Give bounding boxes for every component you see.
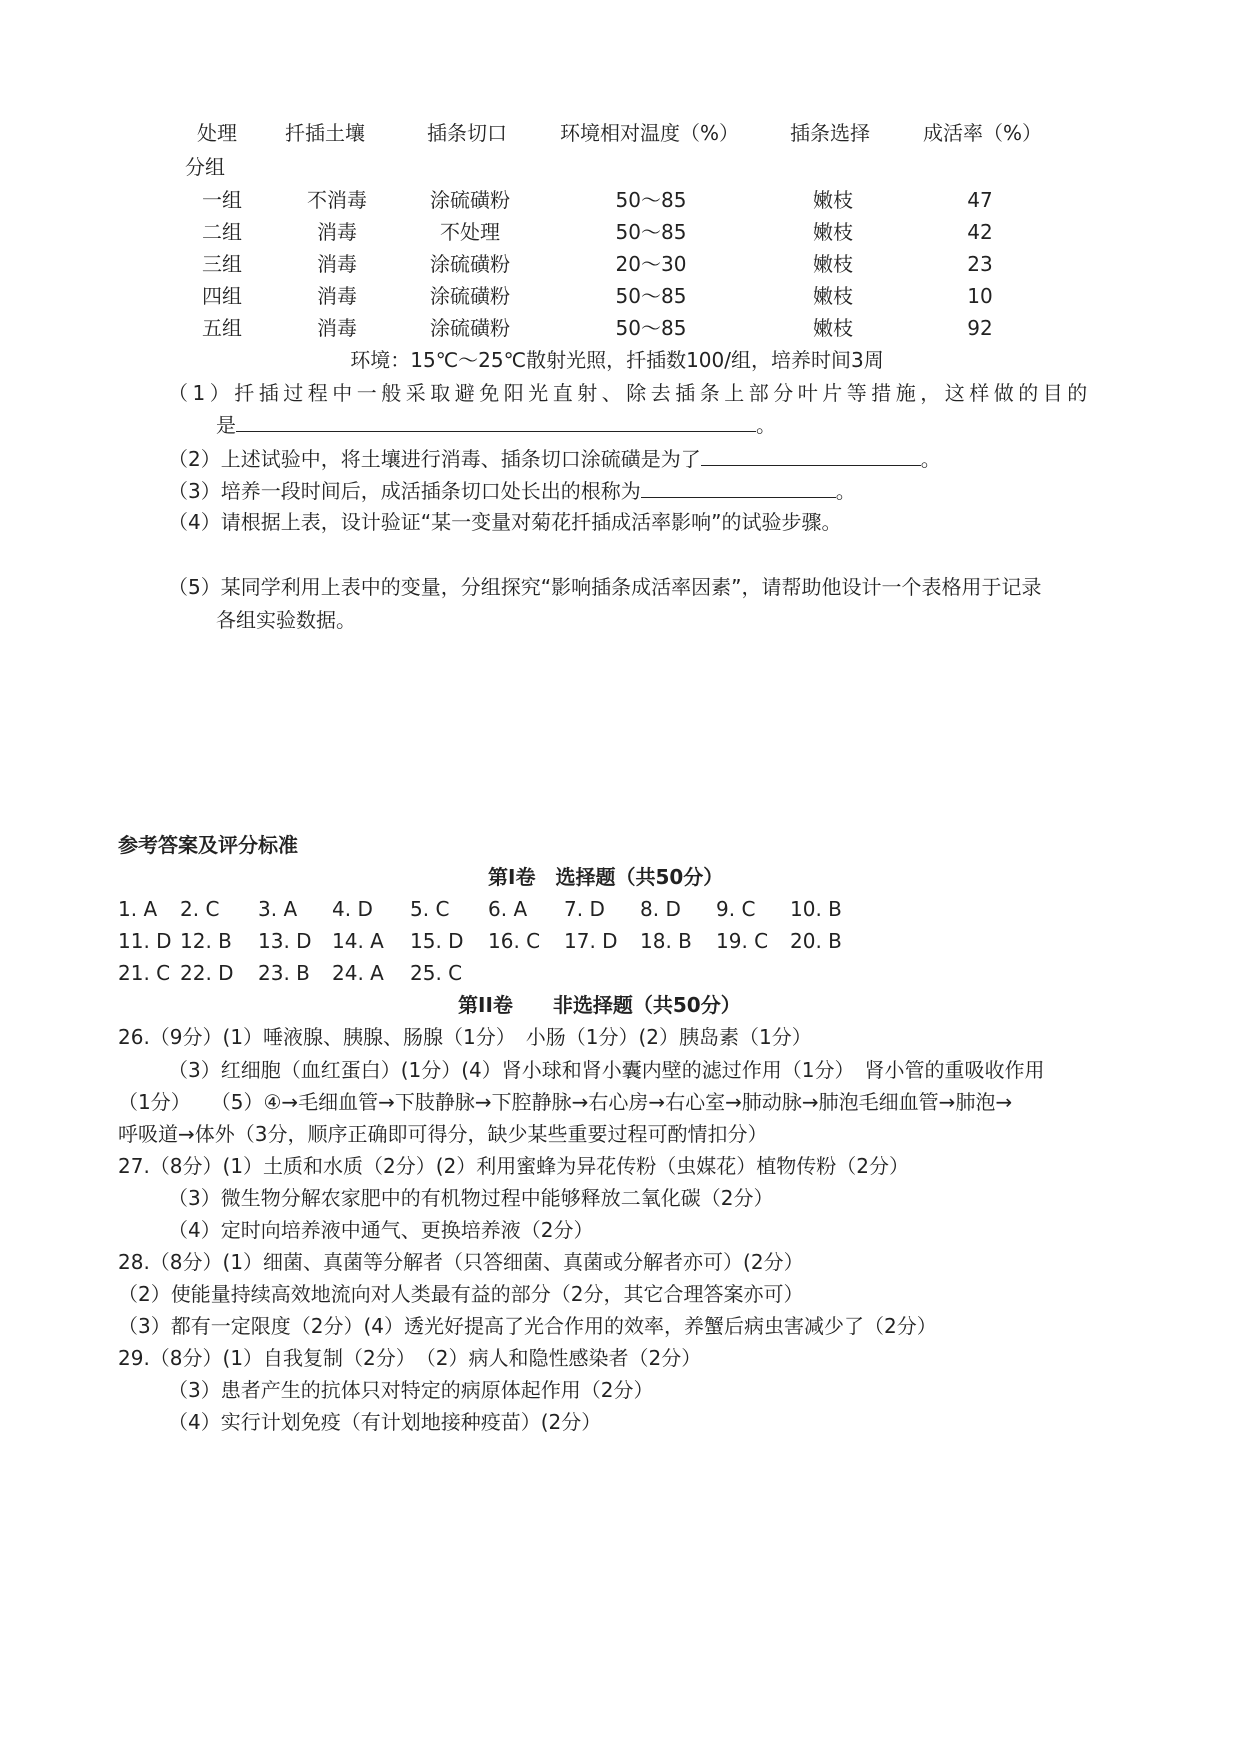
table-cell: 42 <box>967 220 993 244</box>
question-1-line-1: （1）扦插过程中一般采取避免阳光直射、除去插条上部分叶片等措施，这样做的目的 <box>168 381 1092 405</box>
mc-answer: 5. C <box>410 897 450 921</box>
mc-answer: 10. B <box>790 897 842 921</box>
mc-answer: 22. D <box>180 961 234 985</box>
question-5-line-1: （5）某同学利用上表中的变量，分组探究“影响插条成活率因素”，请帮助他设计一个表格用于记录 <box>168 575 1042 599</box>
table-header-humidity: 环境相对温度（%） <box>560 121 740 145</box>
mc-answer: 12. B <box>180 929 232 953</box>
mc-answer: 4. D <box>332 897 373 921</box>
table-cell: 50～85 <box>615 220 687 244</box>
mc-answer: 17. D <box>564 929 618 953</box>
table-cell: 涂硫磺粉 <box>430 316 510 340</box>
table-cell: 嫩枝 <box>813 188 853 212</box>
answer-line: 26.（9分）(1）唾液腺、胰腺、肠腺（1分） 小肠（1分）(2）胰岛素（1分） <box>118 1025 812 1049</box>
question-2 <box>168 445 941 472</box>
table-cell: 消毒 <box>317 316 357 340</box>
table-cell: 消毒 <box>317 220 357 244</box>
answer-line: 呼吸道→体外（3分，顺序正确即可得分，缺少某些重要过程可酌情扣分） <box>118 1122 768 1146</box>
answer-line: （1分） （5）④→毛细血管→下肢静脉→下腔静脉→右心房→右心室→肺动脉→肺泡毛细血管→肺泡→ <box>118 1090 1013 1114</box>
table-cell: 一组 <box>202 188 242 212</box>
table-cell: 嫩枝 <box>813 284 853 308</box>
mc-answer: 3. A <box>258 897 298 921</box>
mc-answer: 24. A <box>332 961 384 985</box>
mc-answer: 20. B <box>790 929 842 953</box>
table-header-survival-rate: 成活率（%） <box>923 121 1043 145</box>
table-cell: 47 <box>967 188 993 212</box>
answer-line: （3）微生物分解农家肥中的有机物过程中能够释放二氧化碳（2分） <box>168 1186 774 1210</box>
table-cell: 50～85 <box>615 284 687 308</box>
answer-line: （2）使能量持续高效地流向对人类最有益的部分（2分，其它合理答案亦可） <box>118 1282 804 1306</box>
table-cell: 涂硫磺粉 <box>430 188 510 212</box>
question-4: （4）请根据上表，设计验证“某一变量对菊花扦插成活率影响”的试验步骤。 <box>168 510 842 534</box>
question-5-line-2: 各组实验数据。 <box>216 608 356 632</box>
mc-answer: 2. C <box>180 897 220 921</box>
mc-answer: 21. C <box>118 961 171 985</box>
answer-line: （3）都有一定限度（2分）(4）透光好提高了光合作用的效率，养蟹后病虫害减少了（2分） <box>118 1314 937 1338</box>
answer-line: 28.（8分）(1）细菌、真菌等分解者（只答细菌、真菌或分解者亦可）(2分） <box>118 1250 804 1274</box>
table-cell: 92 <box>967 316 993 340</box>
section-2-title: 第II卷 非选择题（共50分） <box>458 993 741 1017</box>
table-cell: 50～85 <box>615 316 687 340</box>
mc-answer: 9. C <box>716 897 756 921</box>
mc-answer: 23. B <box>258 961 310 985</box>
answer-line: （3）红细胞（血红蛋白）(1分）(4）肾小球和肾小囊内壁的滤过作用（1分） 肾小管的重吸收作用 <box>168 1058 1045 1082</box>
table-cell: 10 <box>967 284 993 308</box>
question-1-line-2 <box>216 411 776 438</box>
table-header-soil: 扦插土壤 <box>285 121 365 145</box>
table-cell: 四组 <box>202 284 242 308</box>
mc-answer: 11. D <box>118 929 172 953</box>
answer-blank-3[interactable] <box>641 477 836 498</box>
table-cell: 嫩枝 <box>813 252 853 276</box>
answer-line: （4）定时向培养液中通气、更换培养液（2分） <box>168 1218 594 1242</box>
table-header-cutting-choice: 插条选择 <box>790 121 870 145</box>
mc-answer: 14. A <box>332 929 384 953</box>
mc-answer: 18. B <box>640 929 692 953</box>
table-cell: 嫩枝 <box>813 316 853 340</box>
answer-line: 27.（8分）(1）土质和水质（2分）(2）利用蜜蜂为异花传粉（虫媒花）植物传粉（2分） <box>118 1154 910 1178</box>
answer-line: （3）患者产生的抗体只对特定的病原体起作用（2分） <box>168 1378 654 1402</box>
mc-answer: 19. C <box>716 929 769 953</box>
section-1-title: 第Ⅰ卷 选择题（共50分） <box>488 865 724 889</box>
table-header-treatment: 处理 <box>197 121 237 145</box>
answer-line: （4）实行计划免疫（有计划地接种疫苗）(2分） <box>168 1410 602 1434</box>
question-1-prefix: 是 <box>216 413 236 437</box>
table-note: 环境：15℃～25℃散射光照，扦插数100/组，培养时间3周 <box>350 348 884 372</box>
table-cell: 二组 <box>202 220 242 244</box>
table-cell: 嫩枝 <box>813 220 853 244</box>
table-cell: 23 <box>967 252 993 276</box>
answer-blank-1[interactable] <box>236 411 756 432</box>
table-header-group: 分组 <box>185 155 225 179</box>
table-cell: 消毒 <box>317 284 357 308</box>
answers-heading: 参考答案及评分标准 <box>118 833 298 857</box>
mc-answer: 16. C <box>488 929 541 953</box>
mc-answer: 8. D <box>640 897 681 921</box>
period: 。 <box>920 447 941 471</box>
table-cell: 不处理 <box>440 220 500 244</box>
table-header-cut: 插条切口 <box>427 121 507 145</box>
table-cell: 50～85 <box>615 188 687 212</box>
mc-answer: 13. D <box>258 929 312 953</box>
period: 。 <box>756 413 776 437</box>
answer-blank-2[interactable] <box>701 445 921 466</box>
table-cell: 不消毒 <box>307 188 367 212</box>
table-cell: 20～30 <box>615 252 687 276</box>
question-3-text: （3）培养一段时间后，成活插条切口处长出的根称为 <box>168 479 641 503</box>
table-cell: 涂硫磺粉 <box>430 284 510 308</box>
question-3 <box>168 477 856 504</box>
table-cell: 消毒 <box>317 252 357 276</box>
mc-answer: 7. D <box>564 897 605 921</box>
table-cell: 三组 <box>202 252 242 276</box>
table-cell: 五组 <box>202 316 242 340</box>
mc-answer: 1. A <box>118 897 158 921</box>
answer-line: 29.（8分）(1）自我复制（2分） （2）病人和隐性感染者（2分） <box>118 1346 702 1370</box>
period: 。 <box>835 479 856 503</box>
question-2-text: （2）上述试验中，将土壤进行消毒、插条切口涂硫磺是为了 <box>168 447 701 471</box>
mc-answer: 6. A <box>488 897 528 921</box>
mc-answer: 25. C <box>410 961 463 985</box>
table-cell: 涂硫磺粉 <box>430 252 510 276</box>
mc-answer: 15. D <box>410 929 464 953</box>
